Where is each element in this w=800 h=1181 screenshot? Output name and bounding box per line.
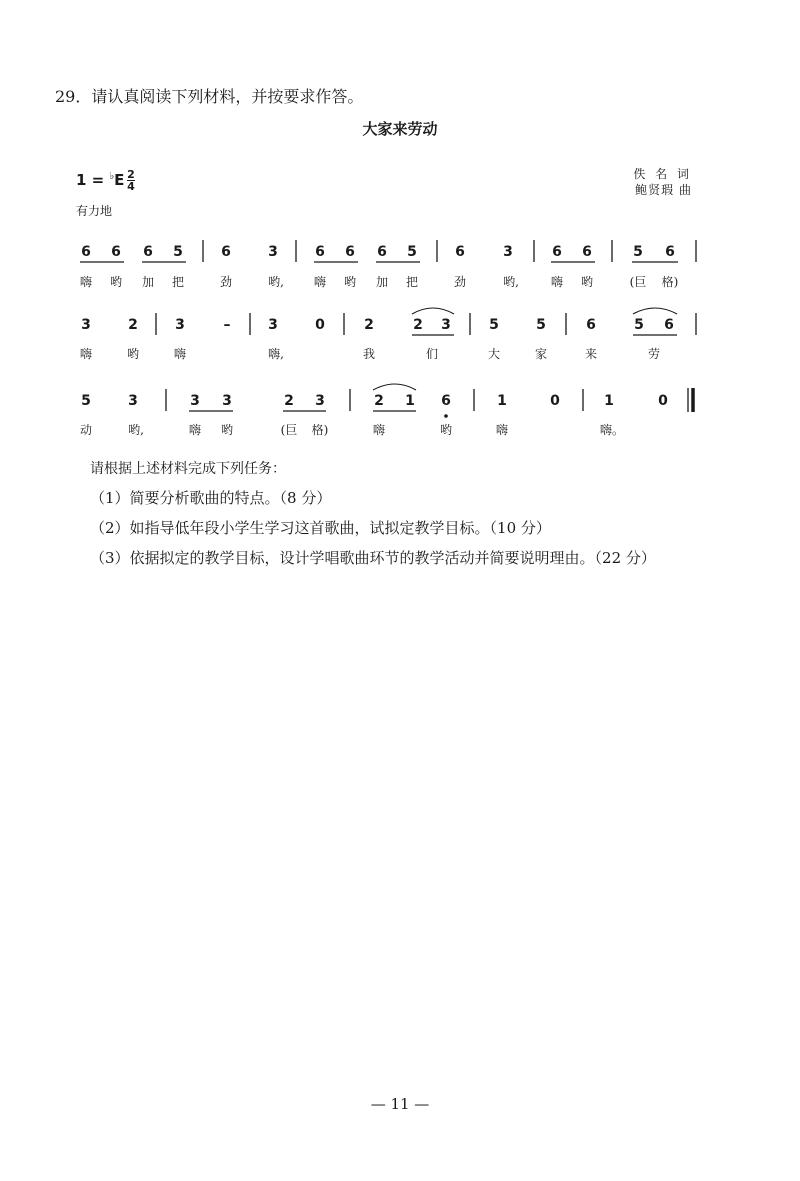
- note: 6: [111, 244, 121, 260]
- octave-dot: [444, 414, 448, 418]
- lyric: 把: [171, 275, 185, 289]
- lyric: 加: [375, 275, 389, 289]
- note: 6: [665, 244, 675, 260]
- note: 6: [377, 244, 387, 260]
- time-signature-bottom: 4: [127, 180, 135, 193]
- lyric: 加: [141, 275, 155, 289]
- note: 1: [405, 393, 415, 409]
- note: 5: [407, 244, 417, 260]
- note: 2: [364, 317, 374, 333]
- note: 5: [173, 244, 183, 260]
- note: 2: [284, 393, 294, 409]
- lyric: (巨: [629, 275, 647, 289]
- flat-symbol: ♭: [109, 171, 115, 182]
- note: 3: [175, 317, 185, 333]
- lyric: 嗨,: [268, 347, 284, 361]
- lyric: 哟: [439, 423, 453, 437]
- note: 5: [489, 317, 499, 333]
- note: 6: [664, 317, 674, 333]
- note: 6: [345, 244, 355, 260]
- lyric: 们: [425, 347, 439, 361]
- composer-credit: 鲍贤瑕 曲: [635, 183, 692, 197]
- note: 6: [582, 244, 592, 260]
- note: 3: [315, 393, 325, 409]
- lyric: 嗨。: [599, 423, 625, 437]
- note: 5: [81, 393, 91, 409]
- note: 2: [413, 317, 423, 333]
- lyric: 劳: [647, 347, 661, 361]
- line-2: [80, 308, 696, 361]
- lyric: 哟: [109, 275, 123, 289]
- note: 6: [81, 244, 91, 260]
- lyric: 格): [661, 275, 679, 289]
- note: 0: [550, 393, 560, 409]
- time-signature-top: 2: [127, 168, 135, 181]
- task-item-1: （1）简要分析歌曲的特点。（8 分）: [90, 489, 332, 507]
- lyric: 嗨: [173, 347, 187, 361]
- note: 3: [128, 393, 138, 409]
- lyric: 来: [584, 347, 598, 361]
- task-item-3: （3）依据拟定的教学目标，设计学唱歌曲环节的教学活动并简要说明理由。（22 分）: [90, 549, 656, 567]
- lyric: 劲: [453, 275, 467, 289]
- lyricist-credit: 佚 名 词: [633, 167, 692, 181]
- lyric: 嗨: [79, 275, 93, 289]
- note: 3: [190, 393, 200, 409]
- lyric: 格): [311, 423, 329, 437]
- lyric: 我: [362, 347, 376, 361]
- slur: [373, 384, 416, 390]
- lyric: 嗨: [550, 275, 564, 289]
- note: 6: [455, 244, 465, 260]
- note: 3: [268, 244, 278, 260]
- tempo-marking: 有力地: [76, 204, 113, 218]
- task-item-2: （2）如指导低年段小学生学习这首歌曲，试拟定教学目标。（10 分）: [90, 519, 551, 537]
- tasks-intro: 请根据上述材料完成下列任务：: [90, 461, 286, 477]
- lyric: 哟: [220, 423, 234, 437]
- note: 6: [143, 244, 153, 260]
- lyric: 劲: [219, 275, 233, 289]
- note: 6: [221, 244, 231, 260]
- slur: [412, 308, 454, 314]
- lyric: 动: [79, 423, 93, 437]
- note: –: [223, 317, 231, 333]
- note: 2: [374, 393, 384, 409]
- note: 3: [441, 317, 451, 333]
- lyric: 嗨: [79, 347, 93, 361]
- lyric: 哟,: [268, 275, 284, 289]
- lyric: (巨: [280, 423, 298, 437]
- note: 5: [633, 244, 643, 260]
- note: 2: [128, 317, 138, 333]
- note: 6: [586, 317, 596, 333]
- note: 1: [604, 393, 614, 409]
- lyric: 家: [534, 347, 548, 361]
- lyric: 嗨: [495, 423, 509, 437]
- lyric: 哟: [126, 347, 140, 361]
- lyric: 哟: [343, 275, 357, 289]
- score: [0, 0, 800, 460]
- slur: [633, 308, 677, 314]
- note: 0: [658, 393, 668, 409]
- note: 3: [268, 317, 278, 333]
- note: 5: [536, 317, 546, 333]
- note: 5: [634, 317, 644, 333]
- lyric: 嗨: [188, 423, 202, 437]
- note: 6: [315, 244, 325, 260]
- lyric: 哟: [580, 275, 594, 289]
- note: 3: [503, 244, 513, 260]
- line-1: [80, 240, 696, 289]
- question-heading: 29．请认真阅读下列材料，并按要求作答。: [55, 87, 364, 106]
- page-number: — 11 —: [370, 1095, 430, 1113]
- lyric: 嗨: [372, 423, 386, 437]
- lyric: 哟,: [503, 275, 519, 289]
- lyric: 大: [487, 347, 501, 361]
- line-3: [80, 384, 693, 437]
- lyric: 把: [405, 275, 419, 289]
- lyric: 哟,: [128, 423, 144, 437]
- note: 0: [315, 317, 325, 333]
- lyric: 嗨: [313, 275, 327, 289]
- key-note: E: [114, 171, 125, 189]
- note: 3: [81, 317, 91, 333]
- song-title: 大家来劳动: [362, 120, 438, 138]
- key-prefix: 1 =: [76, 171, 110, 189]
- note: 6: [441, 393, 451, 409]
- note: 1: [497, 393, 507, 409]
- note: 6: [552, 244, 562, 260]
- note: 3: [222, 393, 232, 409]
